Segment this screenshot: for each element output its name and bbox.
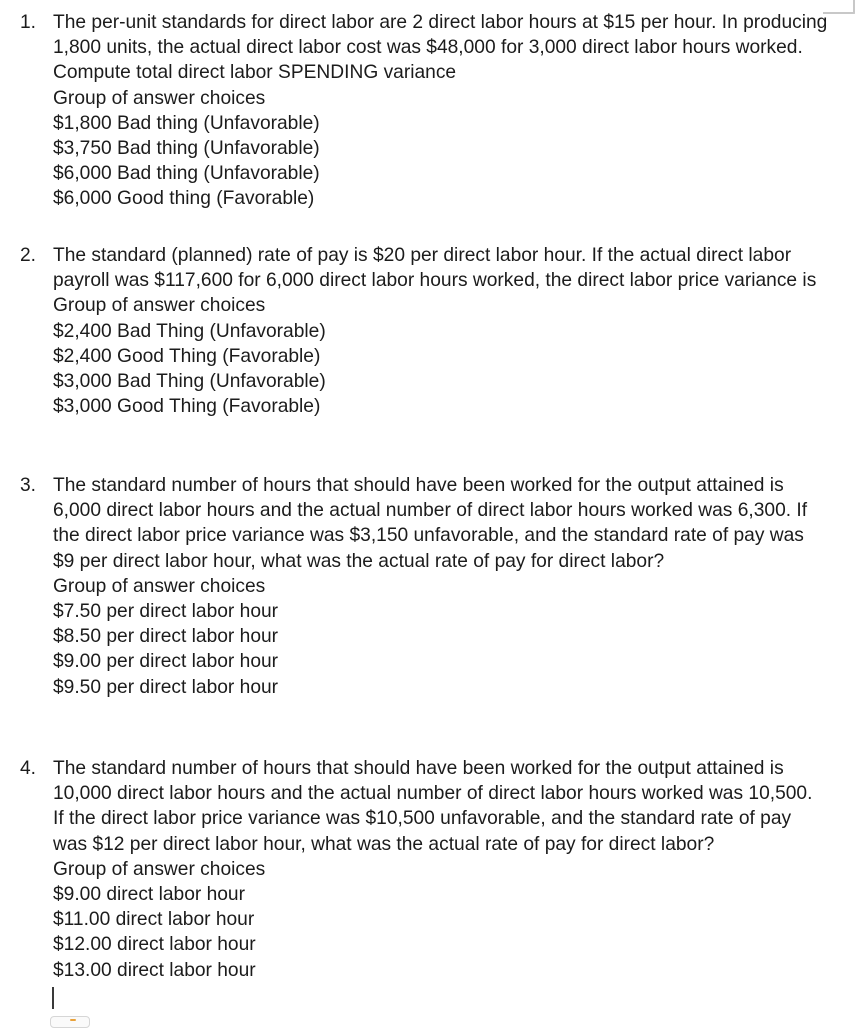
text-cursor — [52, 987, 54, 1009]
answer-choice[interactable]: $8.50 per direct labor hour — [53, 626, 279, 648]
answer-choice[interactable]: $7.50 per direct labor hour — [53, 601, 279, 623]
answer-choice[interactable]: $3,000 Good Thing (Favorable) — [53, 396, 321, 418]
answer-group-label: Group of answer choices — [53, 87, 266, 109]
question-3 — [20, 473, 828, 700]
edit-pencil-icon[interactable] — [50, 1016, 90, 1028]
answer-choice[interactable]: $12.00 direct labor hour — [53, 934, 256, 956]
answer-choice[interactable]: $11.00 direct labor hour — [53, 909, 255, 931]
answer-choice[interactable]: $1,800 Bad thing (Unfavorable) — [53, 112, 320, 134]
question-number: 4. — [20, 758, 37, 779]
question-text: The per-unit standards for direct labor are 2 direct labor hours at $15 per hour. In producing 1,800 units, the actual direct labor cost was $48,000 for 3,000 direct labor hours worked. Compute total direct labor SPENDING variance — [53, 12, 828, 84]
answer-choice[interactable]: $13.00 direct labor hour — [53, 959, 256, 981]
question-number: 3. — [20, 475, 37, 496]
question-number: 1. — [20, 12, 37, 33]
question-text: The standard (planned) rate of pay is $20 per direct labor hour. If the actual direct labor payroll was $117,600 for 6,000 direct labor hours worked, the direct labor price variance is — [53, 245, 817, 292]
answer-group-label: Group of answer choices — [53, 858, 266, 880]
question-text: The standard number of hours that should have been worked for the output attained is 10,000 direct labor hours and the actual number of direct labor hours worked was 10,500. If the direct labor price variance was $10,500 unfavorable, and the standard rate of pay was $12 per direct labor hour, what was the actual rate of pay for direct labor? — [53, 758, 813, 855]
answer-choice[interactable]: $6,000 Bad thing (Unfavorable) — [53, 163, 320, 185]
question-4 — [20, 756, 828, 983]
answer-choice[interactable]: $3,000 Bad Thing (Unfavorable) — [53, 371, 326, 393]
answer-choice[interactable]: $2,400 Good Thing (Favorable) — [53, 345, 321, 367]
answer-choice[interactable]: $6,000 Good thing (Favorable) — [53, 188, 315, 210]
answer-choice[interactable]: $9.00 per direct labor hour — [53, 651, 279, 673]
question-text: The standard number of hours that should have been worked for the output attained is 6,000 direct labor hours and the actual number of direct labor hours worked was 6,300. If the direct labor price variance was $3,150 unfavorable, and the standard rate of pay was $9 per direct labor hour, what was the actual rate of pay for direct labor? — [53, 475, 808, 572]
question-number: 2. — [20, 245, 37, 266]
answer-choice[interactable]: $9.00 direct labor hour — [53, 884, 245, 906]
answer-choice[interactable]: $3,750 Bad thing (Unfavorable) — [53, 138, 320, 160]
answer-choice[interactable]: $9.50 per direct labor hour — [53, 676, 279, 698]
answer-group-label: Group of answer choices — [53, 575, 266, 597]
answer-group-label: Group of answer choices — [53, 295, 266, 317]
question-2 — [20, 243, 828, 419]
answer-choice[interactable]: $2,400 Bad Thing (Unfavorable) — [53, 320, 326, 342]
question-1 — [20, 10, 828, 212]
